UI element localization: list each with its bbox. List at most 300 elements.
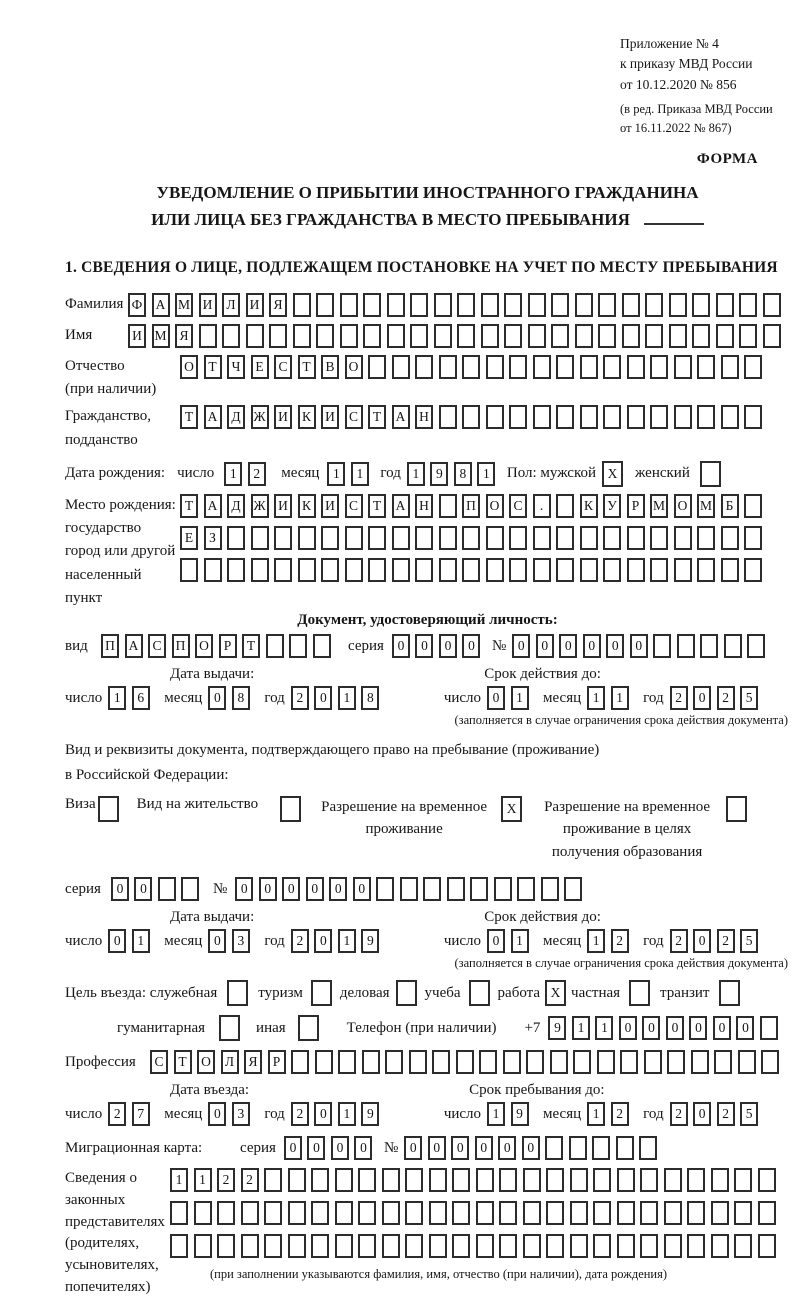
form-cell (311, 1201, 329, 1225)
form-cell: 8 (454, 462, 472, 486)
birthplace-rows (180, 494, 768, 610)
form-cell (321, 526, 339, 550)
form-cell: 0 (314, 686, 332, 710)
form-cell (580, 558, 598, 582)
form-cell (526, 1050, 544, 1074)
appendix-line-1: Приложение № 4 (620, 36, 719, 51)
citizenship-label: Гражданство, подданство (65, 408, 152, 448)
purpose-work-label: работа (497, 984, 541, 1001)
form-cell (439, 526, 457, 550)
form-cell (486, 405, 504, 429)
form-cell (251, 558, 269, 582)
form-cell (760, 1016, 778, 1040)
form-cell (439, 405, 457, 429)
permit-number-label: № (212, 880, 228, 897)
form-cell: 1 (170, 1168, 188, 1192)
form-cell: 0 (693, 929, 711, 953)
form-cell (598, 293, 616, 317)
form-cell: Ф (128, 293, 146, 317)
form-cell (462, 526, 480, 550)
form-cell: Б (721, 494, 739, 518)
form-cell: 2 (670, 1102, 688, 1126)
form-cell (528, 293, 546, 317)
form-cell (338, 1050, 356, 1074)
form-cell (251, 526, 269, 550)
form-cell: 0 (642, 1016, 660, 1040)
form-cell (494, 877, 512, 901)
form-cell: 0 (134, 877, 152, 901)
form-cell (687, 1234, 705, 1258)
form-cell (298, 526, 316, 550)
form-cell (368, 526, 386, 550)
form-cell: 1 (338, 929, 356, 953)
form-cell: У (603, 494, 621, 518)
form-cell (274, 526, 292, 550)
surname-label: Фамилия (65, 296, 124, 313)
form-cell (241, 1234, 259, 1258)
form-cell (345, 526, 363, 550)
sex-female-label: женский (635, 465, 690, 482)
form-cell (385, 1050, 403, 1074)
form-cell (432, 1050, 450, 1074)
form-cell: Т (204, 355, 222, 379)
form-cell (452, 1234, 470, 1258)
form-cell (545, 1136, 563, 1160)
form-cell: А (392, 405, 410, 429)
purpose-tourism-label: туризм (258, 984, 303, 1001)
form-cell (204, 558, 222, 582)
form-cell: И (199, 293, 217, 317)
form-cell: С (148, 634, 166, 658)
form-cell: 2 (611, 1102, 629, 1126)
form-cell (382, 1201, 400, 1225)
appendix-note-1: (в ред. Приказа МВД России (620, 101, 773, 116)
form-cell: И (274, 494, 292, 518)
form-cell: 0 (404, 1136, 422, 1160)
form-cell (546, 1168, 564, 1192)
form-cell: 0 (536, 634, 554, 658)
doc-valid-date: число 0 1 месяц 1 1 год 2 0 2 5 (444, 686, 773, 710)
form-cell: И (321, 405, 339, 429)
form-cell: 0 (282, 877, 300, 901)
form-cell: М (650, 494, 668, 518)
form-cell: 0 (428, 1136, 446, 1160)
form-cell: Я (175, 324, 193, 348)
form-cell (593, 1168, 611, 1192)
form-cell (622, 293, 640, 317)
sex-male-checkbox (602, 461, 623, 487)
title-underline (644, 223, 704, 225)
form-cell: 0 (306, 877, 324, 901)
form-cell (744, 405, 762, 429)
representatives-row-1 (170, 1168, 781, 1192)
form-cell: Ж (251, 405, 269, 429)
form-cell: 1 (511, 929, 529, 953)
form-cell (293, 324, 311, 348)
form-cell (274, 558, 292, 582)
form-cell (199, 324, 217, 348)
form-cell: 2 (670, 929, 688, 953)
form-cell (564, 877, 582, 901)
form-cell: 0 (208, 1102, 226, 1126)
temp-permit-label: Разрешение на временное проживание (321, 798, 488, 838)
form-cell: Р (627, 494, 645, 518)
form-cell: 9 (548, 1016, 566, 1040)
form-cell: 1 (487, 1102, 505, 1126)
form-cell: О (345, 355, 363, 379)
form-cell (551, 324, 569, 348)
form-cell: 0 (606, 634, 624, 658)
form-cell (415, 558, 433, 582)
form-cell: 0 (462, 634, 480, 658)
form-cell (550, 1050, 568, 1074)
form-cell (639, 1136, 657, 1160)
form-cell (744, 526, 762, 550)
form-cell (528, 324, 546, 348)
form-cell (744, 558, 762, 582)
form-cell (697, 405, 715, 429)
form-cell: 2 (291, 929, 309, 953)
form-cell (763, 293, 781, 317)
form-cell: 5 (740, 686, 758, 710)
sex-male-label: Пол: мужской (506, 465, 597, 482)
form-cell (744, 494, 762, 518)
form-cell: 9 (361, 1102, 379, 1126)
form-cell (763, 324, 781, 348)
form-cell (462, 405, 480, 429)
purpose-tourism-checkbox (311, 980, 332, 1006)
birthdate-year-cells (407, 462, 501, 486)
form-cell (627, 526, 645, 550)
form-cell: В (321, 355, 339, 379)
form-cell (617, 1168, 635, 1192)
form-cell (217, 1201, 235, 1225)
form-cell (667, 1050, 685, 1074)
form-cell (640, 1234, 658, 1258)
form-cell: А (204, 405, 222, 429)
doc-type-cells (101, 634, 336, 658)
form-cell (289, 634, 307, 658)
birthplace-row-1 (180, 494, 768, 518)
form-cell (716, 324, 734, 348)
residence-doc-types (65, 796, 790, 864)
form-cell: Т (242, 634, 260, 658)
form-cell (593, 1201, 611, 1225)
form-cell (340, 324, 358, 348)
form-cell: 2 (717, 1102, 735, 1126)
form-cell: 0 (630, 634, 648, 658)
form-cell (264, 1234, 282, 1258)
form-cell: 1 (338, 1102, 356, 1126)
form-cell: 0 (487, 686, 505, 710)
form-cell (711, 1168, 729, 1192)
form-cell: 0 (693, 686, 711, 710)
form-cell (429, 1168, 447, 1192)
form-cell: 1 (327, 462, 345, 486)
form-cell: О (195, 634, 213, 658)
appendix-line-2: к приказу МВД России (620, 56, 753, 72)
form-cell (509, 355, 527, 379)
migcard-label: Миграционная карта: (65, 1139, 203, 1156)
form-cell: 0 (512, 634, 530, 658)
form-cell (697, 526, 715, 550)
purpose-private-checkbox (629, 980, 650, 1006)
form-cell: 0 (559, 634, 577, 658)
form-cell: И (128, 324, 146, 348)
birthdate-month-cells (327, 462, 374, 486)
form-cell (674, 526, 692, 550)
form-cell: Т (368, 405, 386, 429)
doc-issue-date: число 1 6 месяц 0 8 год 2 0 1 8 (65, 686, 394, 710)
doc-valid-label: Срок действия до: (484, 666, 601, 683)
form-cell (298, 558, 316, 582)
form-cell (293, 293, 311, 317)
purpose-business-checkbox (396, 980, 417, 1006)
form-cell (650, 526, 668, 550)
form-cell (222, 324, 240, 348)
form-cell: 6 (132, 686, 150, 710)
permit-issue-label: Дата выдачи: (170, 909, 255, 926)
form-cell (711, 1234, 729, 1258)
form-cell (457, 324, 475, 348)
form-cell: П (101, 634, 119, 658)
form-cell: Д (227, 494, 245, 518)
form-cell (439, 558, 457, 582)
birthdate-day-cells (224, 462, 271, 486)
purpose-work-checkbox (545, 980, 566, 1006)
phone-cells (548, 1016, 783, 1040)
purpose-other-label: иная (256, 1019, 286, 1036)
form-cell (573, 1050, 591, 1074)
form-cell: К (580, 494, 598, 518)
form-cell: 8 (361, 686, 379, 710)
form-cell: 1 (194, 1168, 212, 1192)
form-cell: С (345, 494, 363, 518)
form-cell (758, 1234, 776, 1258)
form-cell (650, 355, 668, 379)
form-cell (650, 405, 668, 429)
entry-date-label: Дата въезда: (170, 1082, 250, 1099)
form-cell (739, 324, 757, 348)
form-cell (387, 324, 405, 348)
form-cell (194, 1234, 212, 1258)
form-cell: 1 (338, 686, 356, 710)
form-cell (479, 1050, 497, 1074)
form-cell (664, 1201, 682, 1225)
form-cell: 0 (415, 634, 433, 658)
form-cell (533, 526, 551, 550)
visa-checkbox (98, 796, 119, 822)
form-cell: 1 (587, 929, 605, 953)
form-cell (758, 1201, 776, 1225)
form-cell (409, 1050, 427, 1074)
representatives-row-2 (170, 1201, 781, 1225)
form-cell (551, 293, 569, 317)
form-cell: 0 (284, 1136, 302, 1160)
residence-doc-intro: Вид и реквизиты документа, подтверждающего право на пребывание (проживание) в Российской Федерации: (65, 742, 600, 783)
form-cell (462, 355, 480, 379)
form-cell: Т (298, 355, 316, 379)
form-cell (405, 1201, 423, 1225)
birthdate-year-label: год (380, 465, 401, 482)
form-cell (734, 1168, 752, 1192)
form-cell (556, 405, 574, 429)
form-cell (597, 1050, 615, 1074)
form-cell: 7 (132, 1102, 150, 1126)
form-cell (716, 293, 734, 317)
form-cell (570, 1168, 588, 1192)
form-cell: Н (415, 494, 433, 518)
form-cell (758, 1168, 776, 1192)
doc-series-cells (392, 634, 486, 658)
form-cell: И (321, 494, 339, 518)
form-cell (499, 1168, 517, 1192)
form-cell (509, 558, 527, 582)
form-cell (674, 355, 692, 379)
form-cell: Д (227, 405, 245, 429)
form-cell (674, 405, 692, 429)
firstname-label: Имя (65, 327, 93, 344)
form-cell (439, 494, 457, 518)
form-cell: С (274, 355, 292, 379)
form-cell: 1 (587, 686, 605, 710)
form-cell (227, 558, 245, 582)
form-cell (714, 1050, 732, 1074)
form-cell (358, 1234, 376, 1258)
form-cell (677, 634, 695, 658)
form-cell (217, 1234, 235, 1258)
form-cell (362, 1050, 380, 1074)
form-cell (687, 1168, 705, 1192)
form-cell: З (204, 526, 222, 550)
form-cell (627, 355, 645, 379)
form-cell (469, 980, 490, 1006)
form-cell (415, 526, 433, 550)
permit-series-cells (111, 877, 205, 901)
form-cell: 9 (430, 462, 448, 486)
form-cell (603, 558, 621, 582)
form-cell (533, 558, 551, 582)
form-cell (316, 293, 334, 317)
form-cell (476, 1201, 494, 1225)
form-cell (627, 405, 645, 429)
form-cell (674, 558, 692, 582)
doc-type-label: вид (65, 637, 88, 654)
form-cell (669, 324, 687, 348)
form-cell (627, 558, 645, 582)
form-cell (744, 355, 762, 379)
form-cell: 2 (291, 1102, 309, 1126)
form-cell (410, 324, 428, 348)
form-cell: Т (368, 494, 386, 518)
form-cell (476, 1168, 494, 1192)
form-cell: 3 (232, 1102, 250, 1126)
form-cell (575, 324, 593, 348)
temp-permit-checkbox (501, 796, 522, 822)
permit-series-label: серия (65, 880, 101, 897)
form-cell (687, 1201, 705, 1225)
form-cell (358, 1168, 376, 1192)
form-cell (392, 526, 410, 550)
representatives-rows (170, 1168, 781, 1299)
form-cell: И (274, 405, 292, 429)
birthplace-label: Место рождения: государство город или другой населенный пункт (65, 496, 176, 606)
form-cell (556, 526, 574, 550)
form-cell (462, 558, 480, 582)
form-cell (382, 1234, 400, 1258)
form-cell (452, 1168, 470, 1192)
citizenship-cells (180, 405, 768, 429)
form-cell (691, 1050, 709, 1074)
form-cell: 0 (331, 1136, 349, 1160)
form-cell: 0 (307, 1136, 325, 1160)
form-cell: 5 (740, 1102, 758, 1126)
form-cell: М (152, 324, 170, 348)
profession-label: Профессия (65, 1053, 136, 1070)
form-cell (396, 980, 417, 1006)
form-cell: Л (221, 1050, 239, 1074)
form-cell: К (298, 405, 316, 429)
form-cell: О (180, 355, 198, 379)
form-cell: 2 (717, 929, 735, 953)
visa-label: Виза (65, 795, 96, 812)
form-cell (288, 1201, 306, 1225)
form-cell (726, 796, 747, 822)
form-cell: 2 (670, 686, 688, 710)
purpose-study-checkbox (469, 980, 490, 1006)
form-cell (410, 293, 428, 317)
form-cell (481, 293, 499, 317)
doc-number-cells (512, 634, 771, 658)
form-cell (517, 877, 535, 901)
form-cell (509, 526, 527, 550)
doc-number-label: № (491, 637, 507, 654)
form-cell: Т (174, 1050, 192, 1074)
form-cell: М (697, 494, 715, 518)
form-cell: 0 (314, 1102, 332, 1126)
form-cell (291, 1050, 309, 1074)
form-cell: Р (219, 634, 237, 658)
title-line-1: УВЕДОМЛЕНИЕ О ПРИБЫТИИ ИНОСТРАННОГО ГРАЖДАНИНА (156, 183, 699, 203)
purpose-transit-label: транзит (660, 984, 710, 1001)
representatives-row-3 (170, 1234, 781, 1258)
form-cell (392, 558, 410, 582)
form-cell: А (152, 293, 170, 317)
form-cell (697, 558, 715, 582)
form-cell (734, 1201, 752, 1225)
section1-heading: 1. СВЕДЕНИЯ О ЛИЦЕ, ПОДЛЕЖАЩЕМ ПОСТАНОВКЕ НА УЧЕТ ПО МЕСТУ ПРЕБЫВАНИЯ (65, 258, 778, 276)
purpose-other-checkbox (298, 1015, 319, 1041)
form-cell (335, 1234, 353, 1258)
form-cell (640, 1201, 658, 1225)
form-cell (170, 1234, 188, 1258)
form-cell: Т (180, 494, 198, 518)
form-cell (509, 405, 527, 429)
birthplace-row-3 (180, 558, 768, 582)
form-cell (280, 796, 301, 822)
form-cell: X (545, 980, 566, 1006)
form-cell (644, 1050, 662, 1074)
form-cell: П (172, 634, 190, 658)
form-cell (616, 1136, 634, 1160)
form-cell (645, 324, 663, 348)
purpose-label: Цель въезда: служебная (65, 984, 218, 1001)
form-cell (711, 1201, 729, 1225)
form-cell: 0 (713, 1016, 731, 1040)
form-cell (457, 293, 475, 317)
residence-permit-label: Вид на жительство (136, 795, 259, 812)
form-cell: 0 (475, 1136, 493, 1160)
